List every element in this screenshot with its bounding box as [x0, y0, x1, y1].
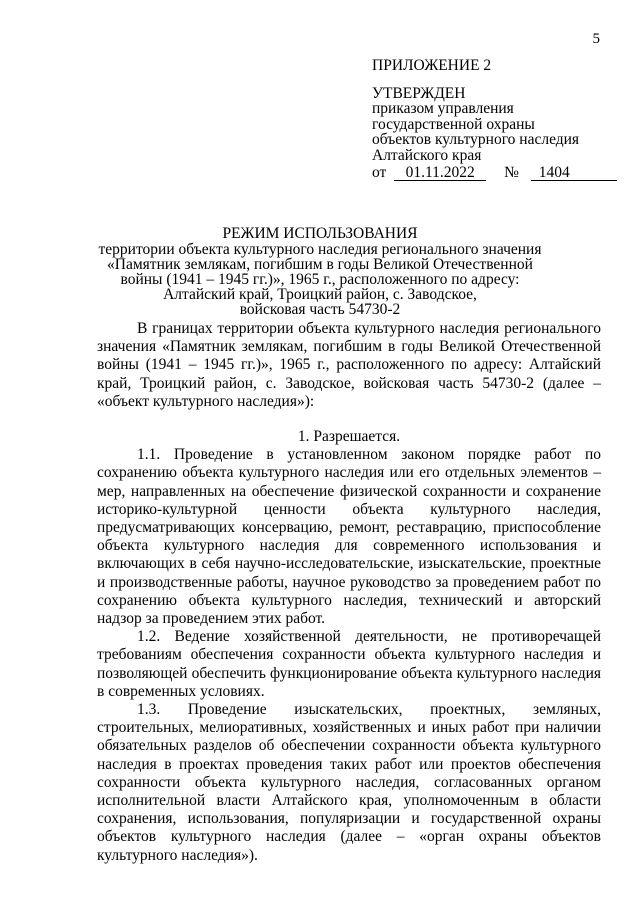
issuer-line: Алтайского края	[372, 146, 482, 164]
number-label: №	[504, 164, 519, 181]
approved-label: УТВЕРЖДЕН	[372, 84, 466, 102]
clause-1-2: 1.2. Ведение хозяйственной деятельности, не противоречащей требованиям обеспечения сохранности объекта культурного наследия и позволяющей обеспечить функционирование объекта культурного наследия в современных условиях.	[97, 628, 601, 700]
subtitle-line: территории объекта культурного наследия регионального значения	[98, 241, 542, 258]
subtitle-line: «Памятник землякам, погибшим в годы Великой Отечественной	[107, 256, 533, 273]
issuer-line: объектов культурного наследия	[372, 131, 580, 148]
order-date-number-line	[372, 165, 622, 181]
subtitle-line: войсковая часть 54730-2	[239, 301, 401, 318]
issuer-line: приказом управления	[372, 100, 514, 117]
approval-block	[372, 58, 622, 181]
appendix-label: ПРИЛОЖЕНИЕ 2	[372, 57, 492, 74]
subtitle-line: Алтайский край, Троицкий район, с. Заводское,	[163, 286, 477, 303]
document-body	[97, 320, 601, 865]
subtitle-line: войны (1941 – 1945 гг.)», 1965 г., расположенного по адресу:	[120, 271, 520, 288]
clause-1-3: 1.3. Проведение изыскательских, проектных, земляных, строительных, мелиоративных, хозяйственных и иных работ при наличии обязательных разделов об обеспечении сохранности объекта культурного наследия в проектах проведения таких работ или проектов обеспечения сохранности объекта культурного наследия, согласованных органом исполнительной власти Алтайского края, уполномоченным в области сохранения, использования, популяризации и государственной охраны объектов культурного наследия (далее – «орган охраны объектов культурного наследия»).	[97, 701, 601, 864]
section-heading: 1. Разрешается.	[297, 428, 401, 446]
order-number: 1404	[531, 166, 617, 181]
page-number: 5	[592, 31, 600, 47]
order-date: 01.11.2022	[394, 166, 486, 181]
intro-paragraph: В границах территории объекта культурного наследия регионального значения «Памятник землякам, погибшим в годы Великой Отечественной войны (1941 – 1945 гг.)», 1965 г., расположенного по адресу: Алтайский край, Троицкий район, с. Заводское, войсковая часть 54730-2 (далее – «объект культурного наследия»):	[97, 320, 601, 410]
document-heading	[60, 226, 580, 317]
document-title: РЕЖИМ ИСПОЛЬЗОВАНИЯ	[222, 225, 418, 242]
issuer-line: государственной охраны	[372, 115, 535, 133]
clause-1-1: 1.1. Проведение в установленном законом порядке работ по сохранению объекта культурного наследия или его отдельных элементов – мер, направленных на обеспечение физической сохранности и сохранение историко-культурной ценности объекта культурного наследия, предусматривающих консервацию, ремонт, реставрацию, приспособление объекта культурного наследия для современного использования и включающих в себя научно-исследовательские, изыскательские, проектные и производственные работы, научное руководство за проведением работ по сохранению объекта культурного наследия, технический и авторский надзор за проведением этих работ.	[97, 446, 601, 628]
date-label: от	[372, 164, 387, 181]
